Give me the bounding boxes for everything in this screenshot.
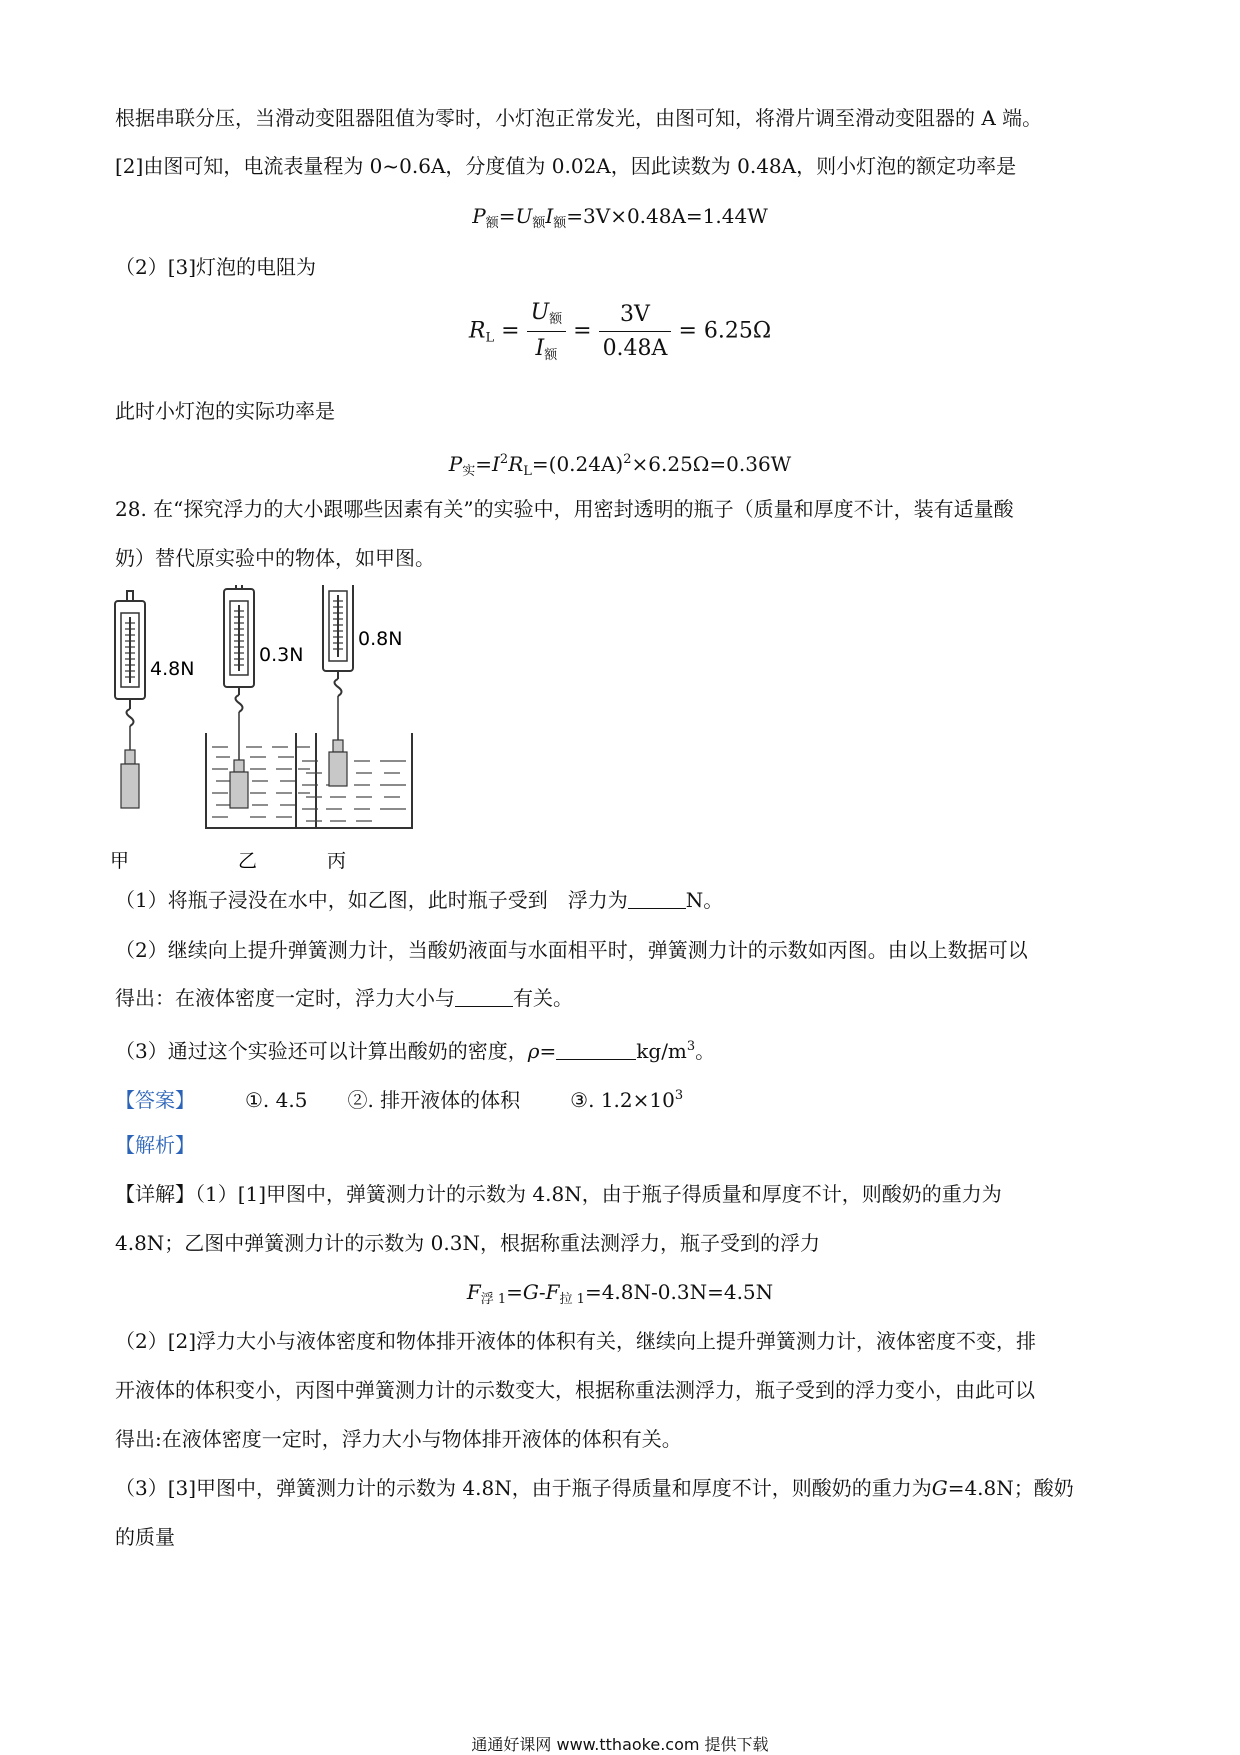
subscript: L — [485, 330, 495, 346]
formula-rest: =4.8N-0.3N=4.5N — [584, 1280, 774, 1304]
sub-question-2: （2）继续向上提升弹簧测力计，当酸奶液面与水面相平时，弹簧测力计的示数如丙图。由以上数据可以 — [115, 938, 1028, 962]
answer-blank — [556, 1039, 636, 1060]
symbol: F — [466, 1280, 481, 1304]
text: （3）[3]甲图中，弹簧测力计的示数为 4.8N，由于瓶子得质量和厚度不计，则酸奶的重力为 — [115, 1476, 932, 1500]
symbol: U — [530, 300, 550, 325]
text: 。 — [695, 1039, 716, 1063]
label-yi: 乙 — [238, 850, 258, 872]
subscript: 额 — [553, 216, 567, 231]
detail-line: 的质量 — [115, 1525, 175, 1549]
formula-result: = 6.25Ω — [678, 318, 772, 344]
formula-rated-power — [0, 202, 1240, 238]
scale-bing — [296, 585, 412, 828]
formula-rest: =3V×0.48A=1.44W — [566, 204, 768, 228]
formula-resistance — [0, 300, 1240, 363]
superscript: 3 — [686, 1039, 696, 1054]
analysis-tag-line — [115, 1131, 195, 1159]
symbol: I — [545, 204, 554, 228]
subscript: L — [523, 464, 532, 479]
text: =4.8N；酸奶 — [947, 1476, 1074, 1500]
detail-line — [115, 1474, 1074, 1502]
sub-question-2-cont — [115, 984, 573, 1012]
sub-question-1 — [115, 886, 723, 914]
text-line: 根据串联分压，当滑动变阻器阻值为零时，小灯泡正常发光，由图可知，将滑片调至滑动变阻器的 A 端。 — [115, 106, 1043, 130]
subscript: 实 — [462, 464, 476, 479]
formula-rest: ×6.25Ω=0.36W — [631, 452, 792, 476]
scale-yi — [206, 585, 316, 828]
text-line: [2]由图可知，电流表量程为 0~0.6A，分度值为 0.02A，因此读数为 0.48A，则小灯泡的额定功率是 — [115, 154, 1017, 178]
symbol: I — [492, 452, 500, 476]
text: （3）通过这个实验还可以计算出酸奶的密度， — [115, 1039, 528, 1063]
symbol-rho: ρ — [527, 1039, 540, 1063]
symbol: - — [538, 1280, 546, 1304]
symbol: G — [522, 1280, 539, 1304]
detail-line: （2）[2]浮力大小与液体密度和物体排开液体的体积有关，继续向上提升弹簧测力计，液体密度不变，排 — [115, 1329, 1037, 1353]
symbol: = — [573, 318, 592, 344]
symbol: = — [539, 1039, 557, 1063]
symbol: R — [468, 318, 486, 344]
text: （1）将瓶子浸没在水中，如乙图，此时瓶子受到 浮力为 — [115, 888, 628, 912]
symbol: = — [501, 318, 520, 344]
subscript: 拉 1 — [559, 1292, 585, 1307]
subscript: 额 — [549, 312, 563, 327]
detail-line: 得出:在液体密度一定时，浮力大小与物体排开液体的体积有关。 — [115, 1427, 682, 1451]
symbol: U — [515, 204, 533, 228]
formula-actual-power — [0, 446, 1240, 486]
superscript: 2 — [623, 452, 632, 467]
symbol: F — [545, 1280, 560, 1304]
text-line: （2）[3]灯泡的电阻为 — [115, 255, 317, 279]
detail-line: 4.8N；乙图中弹簧测力计的示数为 0.3N，根据称重法测浮力，瓶子受到的浮力 — [115, 1231, 820, 1255]
answer-2: ②. 排开液体的体积 — [347, 1088, 521, 1112]
scale-jia — [115, 591, 145, 808]
symbol: R — [508, 452, 524, 476]
subscript: 浮 1 — [480, 1292, 507, 1307]
fraction — [599, 302, 672, 361]
answer-blank — [455, 986, 513, 1007]
detail-tag: 【详解】 — [115, 1182, 195, 1206]
text: 有关。 — [513, 986, 573, 1010]
symbol: = — [498, 204, 516, 228]
numerator: 3V — [599, 302, 672, 332]
denominator: 0.48A — [602, 336, 668, 361]
sub-question-3 — [115, 1033, 715, 1065]
question-28: 28. 在“探究浮力的大小跟哪些因素有关”的实验中，用密封透明的瓶子（质量和厚度不计，装有适量酸 — [115, 497, 1014, 521]
subscript: 额 — [485, 216, 499, 231]
symbol: G — [931, 1476, 948, 1500]
answer-blank — [628, 888, 686, 909]
detail-line — [115, 1180, 1002, 1208]
superscript: 3 — [674, 1088, 684, 1103]
answer-3: ③. 1.2×10 — [570, 1088, 675, 1112]
reading-bing: 0.8N — [358, 628, 403, 650]
formula-buoyancy — [0, 1278, 1240, 1314]
detail-line: 开液体的体积变小，丙图中弹簧测力计的示数变大，根据称重法测浮力，瓶子受到的浮力变小，由此可以 — [115, 1378, 1035, 1402]
symbol: = — [506, 1280, 523, 1304]
question-28-cont: 奶）替代原实验中的物体，如甲图。 — [115, 546, 435, 570]
reading-yi: 0.3N — [259, 644, 304, 666]
answer-1: ①. 4.5 — [245, 1088, 308, 1112]
superscript: 2 — [499, 452, 509, 467]
symbol: P — [472, 204, 486, 228]
symbol: P — [448, 452, 463, 476]
label-jia: 甲 — [110, 850, 130, 872]
text: （1）[1]甲图中，弹簧测力计的示数为 4.8N，由于瓶子得质量和厚度不计，则酸奶的重力为 — [195, 1182, 1002, 1206]
analysis-tag: 【解析】 — [115, 1133, 195, 1157]
formula-rest: =(0.24A) — [531, 452, 624, 476]
label-bing: 丙 — [327, 850, 347, 872]
text-line: 此时小灯泡的实际功率是 — [115, 399, 335, 423]
reading-jia: 4.8N — [150, 658, 195, 680]
spring-scale-figure — [100, 585, 460, 875]
symbol: = — [475, 452, 492, 476]
symbol: I — [535, 336, 545, 361]
fraction — [527, 300, 567, 363]
unit: kg/m — [636, 1039, 687, 1063]
subscript: 额 — [532, 216, 546, 231]
text: 得出：在液体密度一定时，浮力大小与 — [115, 986, 455, 1010]
page-footer: 通通好课网 www.tthaoke.com 提供下载 — [471, 1735, 769, 1754]
text: N。 — [685, 888, 724, 912]
subscript: 额 — [544, 348, 558, 363]
answer-line — [115, 1082, 683, 1114]
answer-tag: 【答案】 — [115, 1088, 195, 1112]
